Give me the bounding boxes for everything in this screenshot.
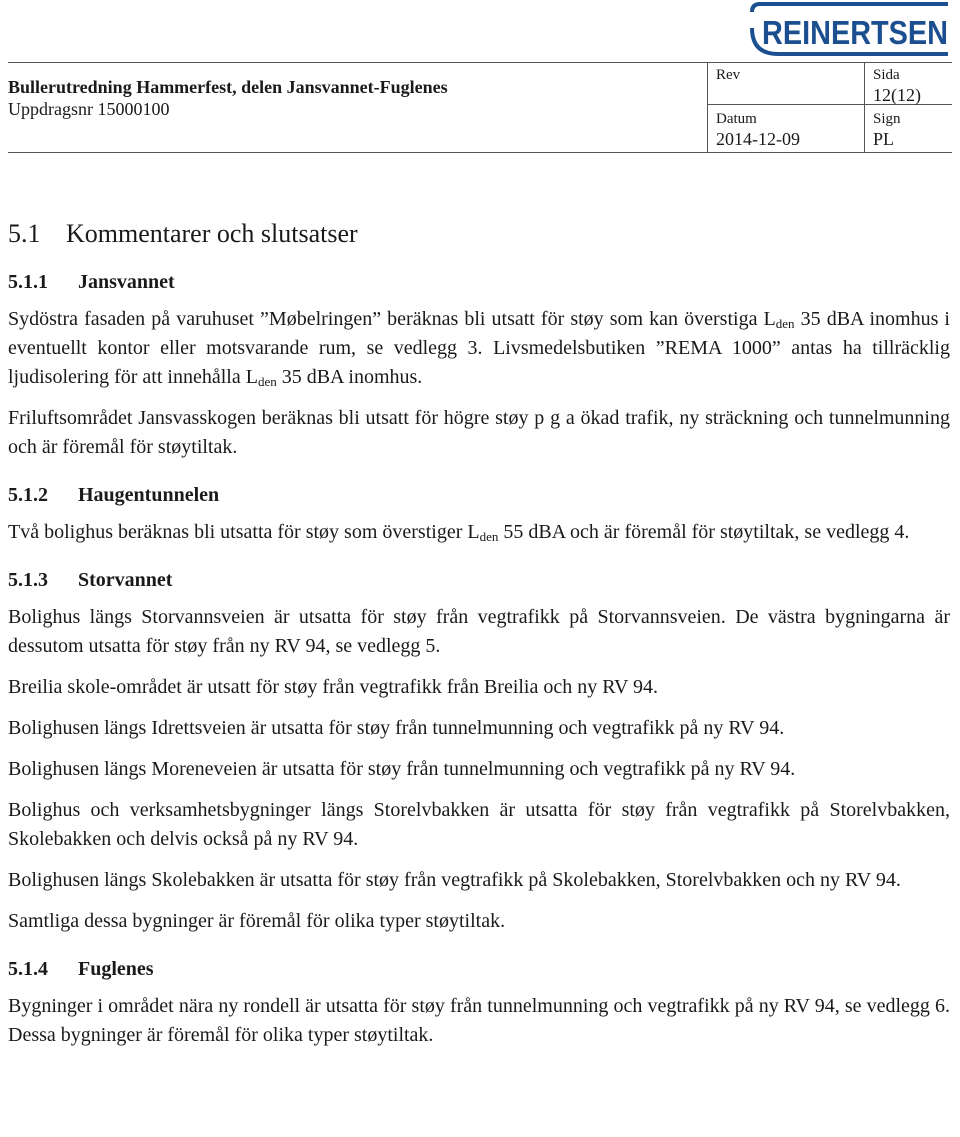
subsection-heading-jansvannet xyxy=(8,269,950,295)
paragraph: Bolighusen längs Idrettsveien är utsatta för støy från tunnelmunning och vegtrafikk på ny RV 94. xyxy=(8,717,785,739)
subsection-number: 5.1.2 xyxy=(8,484,48,506)
page-value: 12(12) xyxy=(873,85,921,105)
paragraph: Bolighusen längs Skolebakken är utsatta för støy från vegtrafikk på Skolebakken, Storelvbakken och ny RV 94. xyxy=(8,869,901,891)
paragraph: Breilia skole-området är utsatt för støy från vegtrafikk från Breilia och ny RV 94. xyxy=(8,676,659,698)
paragraph: Bolighus längs Storvannsveien är utsatta för støy från vegtrafikk på Storvannsveien. De västra bygningarna är dessutom utsatta för støy från ny RV 94, se vedlegg 5. xyxy=(8,606,950,657)
section-heading xyxy=(8,217,950,251)
header-top-rule xyxy=(8,62,952,63)
sign-label: Sign xyxy=(873,111,901,127)
header-divider xyxy=(864,62,865,152)
logo-text: REINERTSEN xyxy=(762,14,948,51)
sign-value: PL xyxy=(873,129,895,149)
page-label: Sida xyxy=(873,67,900,83)
subsection-number: 5.1.1 xyxy=(8,271,48,293)
rev-label: Rev xyxy=(716,67,741,83)
paragraph: Sydöstra fasaden på varuhuset ”Møbelringen” beräknas bli utsatt för støy som kan överstiga $L_{den}$ 35 dBA inomhus i eventuellt kontor eller motsvarande rum, se vedlegg 3. Livsmedelsbutiken ”REMA 1000” antas ha tillräcklig ljudisolering för att innehålla $L_{den}$ 35 dBA inomhus. xyxy=(8,308,950,389)
paragraph: Bolighus och verksamhetsbygninger längs Storelvbakken är utsatta för støy från vegtrafikk på Storelvbakken, Skolebakken och delvis också på ny RV 94. xyxy=(8,799,950,850)
paragraph: Bolighusen längs Moreneveien är utsatta för støy från tunnelmunning och vegtrafikk på ny RV 94. xyxy=(8,758,796,780)
subsection-number: 5.1.3 xyxy=(8,569,48,591)
reinertsen-logo-mark xyxy=(742,2,952,58)
subsection-heading-storvannet xyxy=(8,567,950,593)
reinertsen-logo xyxy=(742,2,952,58)
section-number: 5.1 xyxy=(8,219,41,248)
assignment-number: Uppdragsnr 15000100 xyxy=(8,99,170,119)
document-title: Bullerutredning Hammerfest, delen Jansvannet-Fuglenes xyxy=(8,77,448,97)
paragraph: Bygninger i området nära ny rondell är utsatta för støy från tunnelmunning och vegtrafikk på ny RV 94, se vedlegg 6. Dessa bygninger är föremål för olika typer støytiltak. xyxy=(8,995,950,1046)
paragraph: Friluftsområdet Jansvasskogen beräknas bli utsatt för högre støy p g a ökad trafik, ny sträckning och tunnelmunning och är föremål för støytiltak. xyxy=(8,407,950,458)
section-title: Kommentarer och slutsatser xyxy=(66,219,358,248)
date-label: Datum xyxy=(716,111,757,127)
document-body xyxy=(8,217,950,1062)
subsection-title: Jansvannet xyxy=(78,271,175,293)
subsection-title: Fuglenes xyxy=(78,958,154,980)
subsection-heading-fuglenes xyxy=(8,956,950,982)
paragraph: Samtliga dessa bygninger är föremål för olika typer støytiltak. xyxy=(8,910,506,932)
paragraph: Två bolighus beräknas bli utsatta för støy som överstiger $L_{den}$ 55 dBA och är föremål för støytiltak, se vedlegg 4. xyxy=(8,521,910,544)
subsection-title: Storvannet xyxy=(78,569,173,591)
subsection-number: 5.1.4 xyxy=(8,958,48,980)
date-value: 2014-12-09 xyxy=(716,129,800,149)
subsection-title: Haugentunnelen xyxy=(78,484,220,506)
subsection-heading-haugentunnelen xyxy=(8,482,950,508)
header-divider xyxy=(707,62,708,152)
header-bottom-rule xyxy=(8,152,952,153)
